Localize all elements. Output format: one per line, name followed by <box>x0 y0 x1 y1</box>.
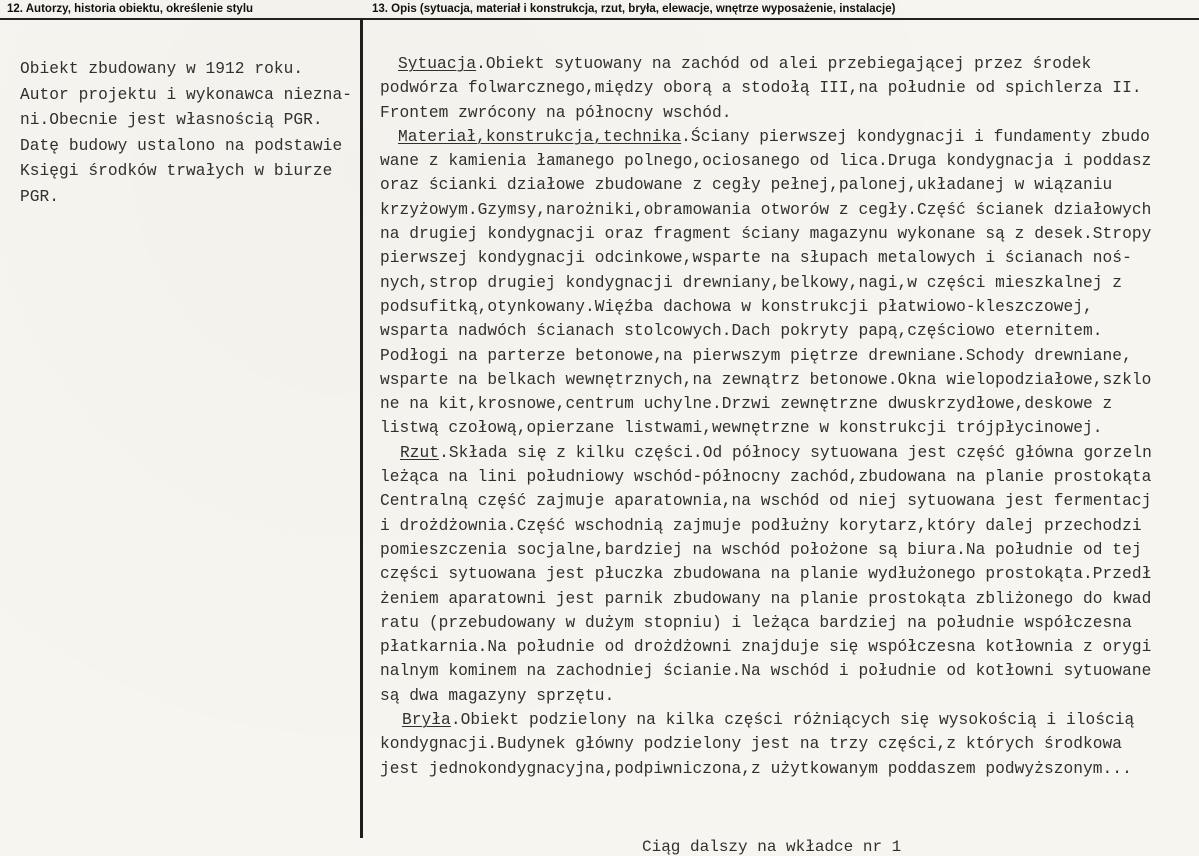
section-first-line <box>380 708 1195 732</box>
description-line: pierwszej kondygnacji odcinkowe,wsparte na słupach metalowych i ścianach noś- <box>380 249 1132 268</box>
history-line: Księgi środków trwałych w biurze <box>20 162 333 181</box>
history-line: Autor projektu i wykonawca niezna- <box>20 85 352 104</box>
description-line: kondygnacji.Budynek główny podzielony jest na trzy części,z których środkowa <box>380 735 1123 754</box>
description-line: oraz ścianki działowe zbudowane z cegły pełnej,palonej,układanej w wiązaniu <box>380 176 1113 195</box>
section-text: .Obiekt podzielony na kilka części różniących się wysokością i ilością <box>450 711 1135 730</box>
description-line: nalnym kominem na zachodniej ścianie.Na wschód i południe od kotłowni sytuowane <box>380 662 1152 681</box>
section-first-line <box>380 441 1195 465</box>
description-line: nych,strop drugiej kondygnacji drewniany,belkowy,nagi,w części mieszkalnej z <box>380 273 1123 292</box>
description-line: jest jednokondygnacyjna,podpiwniczona,z użytkowanym poddaszem podwyższonym... <box>380 759 1132 778</box>
description-line: Centralną część zajmuje aparatownia,na wschód od niej sytuowana jest fermentacj <box>380 492 1152 511</box>
description-line: krzyżowym.Gzymsy,narożniki,obramowania otworów z cegły.Część ścianek działowych <box>380 200 1152 219</box>
history-line: Obiekt zbudowany w 1912 roku. <box>20 60 304 78</box>
description-line: Frontem zwrócony na północny wschód. <box>380 103 732 122</box>
authors-history-column <box>20 57 360 211</box>
description-line: Podłogi na parterze betonowe,na pierwszym piętrze drewniane.Schody drewniane, <box>380 346 1132 365</box>
description-line: podsufitką,otynkowany.Więźba dachowa w konstrukcji płatwiowo-kleszczowej, <box>380 297 1093 316</box>
description-line: listwą czołową,opierzane listwami,wewnętrzne w konstrukcji trójpłycinowej. <box>380 419 1103 438</box>
description-line: na drugiej kondygnacji oraz fragment ściany magazynu wykonane są z desek.Stropy <box>380 225 1152 244</box>
history-line: PGR. <box>20 187 60 206</box>
description-line: płatkarnia.Na południe od drożdżowni znajduje się współczesna kotłownia z orygi <box>380 638 1152 657</box>
description-line: żeniem aparatowni jest parnik zbudowany na planie prostokąta zbliżonego do kwad <box>380 589 1152 608</box>
description-line: wsparte na belkach wewnętrznych,na zewnątrz betonowe.Okna wielopodziałowe,szklo <box>380 370 1152 389</box>
section-text: .Obiekt sytuowany na zachód od alei przebiegającej przez środek <box>476 55 1092 73</box>
section-heading-sytuacja: Sytuacja <box>398 55 477 73</box>
section-heading-bryla: Bryła <box>402 711 451 730</box>
description-line: pomieszczenia socjalne,bardziej na wschód położone są biura.Na południe od tej <box>380 540 1142 559</box>
continuation-note: Ciąg dalszy na wkładce nr 1 <box>642 838 902 856</box>
section-first-line <box>380 52 1195 76</box>
description-line: są dwa magazyny sprzętu. <box>380 686 615 705</box>
description-line: ne na kit,krosnowe,centrum uchylne.Drzwi zewnętrzne dwuskrzydłowe,deskowe z <box>380 395 1113 414</box>
description-line: wane z kamienia łamanego polnego,ociosanego od lica.Druga kondygnacja i poddasz <box>380 152 1152 171</box>
section-12-label: 12. Autorzy, historia obiektu, określenie stylu <box>7 3 254 15</box>
description-line: leżąca na lini południowy wschód-północny zachód,zbudowana na planie prostokąta <box>380 468 1152 487</box>
section-first-line <box>380 125 1195 149</box>
description-line: i drożdżownia.Część wschodnią zajmuje podłużny korytarz,który dalej przechodzi <box>380 516 1142 535</box>
history-line: Datę budowy ustalono na podstawie <box>20 136 343 155</box>
description-line: podwórza folwarcznego,między oborą a stodołą III,na południe od spichlerza II. <box>380 79 1142 98</box>
description-line: części sytuowana jest płuczka zbudowana na planie wydłużonego prostokąta.Przedł <box>380 565 1152 584</box>
section-heading-material: Materiał,konstrukcja,technika <box>398 127 682 146</box>
column-divider <box>360 18 363 838</box>
header-rule <box>0 18 1199 20</box>
description-line: wsparta nadwóch ścianach stolcowych.Dach pokryty papą,częściowo eternitem. <box>380 322 1103 341</box>
description-column <box>380 52 1195 781</box>
section-text: .Ściany pierwszej kondygnacji i fundamenty zbudo <box>681 127 1150 146</box>
history-line: ni.Obecnie jest własnością PGR. <box>20 111 323 130</box>
section-13-label: 13. Opis (sytuacja, materiał i konstrukcja, rzut, bryła, elewacje, wnętrze wyposażenie, instalacje) <box>372 3 896 15</box>
section-heading-rzut: Rzut <box>400 443 440 462</box>
description-line: ratu (przebudowany w dużym stopniu) i leżąca bardziej na południe współczesna <box>380 613 1132 632</box>
section-text: .Składa się z kilku części.Od północy sytuowana jest część główna gorzeln <box>439 443 1152 462</box>
